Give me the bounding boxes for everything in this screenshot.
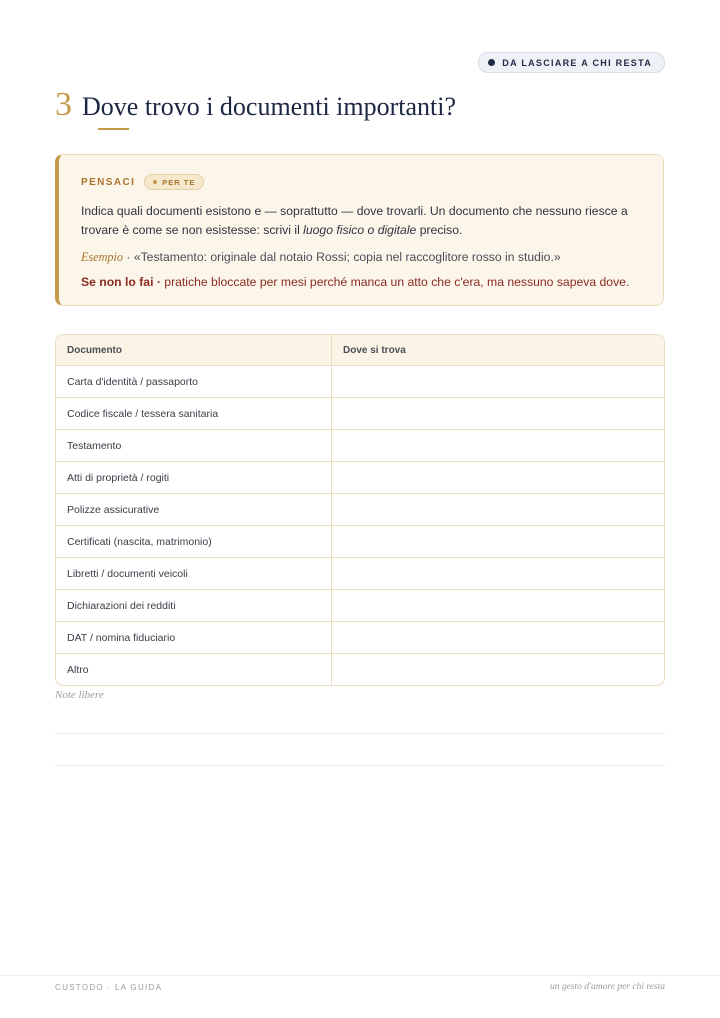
document-name-cell: Dichiarazioni dei redditi [56,590,332,621]
document-name-cell: Polizze assicurative [56,494,332,525]
callout-body-emphasis: luogo fisico o digitale [303,223,417,237]
location-input-cell[interactable] [332,398,664,429]
warning-label: Se non lo fai · [81,275,161,289]
think-callout [55,154,664,306]
document-name-cell: Altro [56,654,332,685]
audience-badge [478,52,665,73]
section-heading [55,86,456,124]
column-header-dove: Dove si trova [343,344,406,356]
example-text: · «Testamento: originale dal notaio Rossi; copia nel raccoglitore rosso in studio.» [122,250,561,264]
callout-body-text: Indica quali documenti esistono e — soprattutto — dove trovarli. Un documento che nessuno riesce a trovare è come se non esistesse: scrivi il [81,204,628,237]
for-you-chip [144,174,204,190]
callout-header [81,174,641,190]
notes-writing-line[interactable] [55,733,665,734]
document-name-cell: Carta d'identità / passaporto [56,366,332,397]
section-number: 3 [55,86,72,123]
callout-kicker: PENSACI [81,176,136,188]
table-row [56,557,664,589]
document-name-cell: DAT / nomina fiduciario [56,622,332,653]
title-underline [98,128,129,130]
notes-writing-line[interactable] [55,765,665,766]
page-title: Dove trovo i documenti importanti? [82,92,457,121]
table-row [56,461,664,493]
documents-table [55,334,665,686]
document-name-cell: Certificati (nascita, matrimonio) [56,526,332,557]
location-input-cell[interactable] [332,494,664,525]
location-input-cell[interactable] [332,430,664,461]
location-input-cell[interactable] [332,558,664,589]
bullet-dot-icon [488,59,495,66]
table-row [56,397,664,429]
footer-tagline: un gesto d'amore per chi resta [549,982,665,992]
location-input-cell[interactable] [332,462,664,493]
document-name-cell: Testamento [56,430,332,461]
location-input-cell[interactable] [332,526,664,557]
audience-badge-label: DA LASCIARE A CHI RESTA [502,57,652,68]
table-row [56,365,664,397]
footer-brand: CUSTODO · LA GUIDA [55,983,163,992]
warning-text: pratiche bloccate per mesi perché manca un atto che c'era, ma nessuno sapeva dove. [160,275,630,289]
chip-label: PER TE [162,177,196,187]
callout-warning [81,274,641,291]
chip-dot-icon [153,180,157,184]
table-header-row [56,335,664,365]
location-input-cell[interactable] [332,366,664,397]
table-row [56,653,664,685]
document-name-cell: Codice fiscale / tessera sanitaria [56,398,332,429]
notes-label: Note libere [55,689,104,701]
location-input-cell[interactable] [332,590,664,621]
table-row [56,429,664,461]
callout-body-end: preciso. [416,223,463,237]
column-header-documento: Documento [56,335,332,365]
example-label: Esempio [81,250,123,264]
footer-divider [0,975,720,976]
document-name-cell: Atti di proprietà / rogiti [56,462,332,493]
location-input-cell[interactable] [332,654,664,685]
table-row [56,621,664,653]
table-row [56,525,664,557]
callout-example [81,249,641,266]
document-name-cell: Libretti / documenti veicoli [56,558,332,589]
table-row [56,493,664,525]
callout-body [81,202,641,240]
table-row [56,589,664,621]
location-input-cell[interactable] [332,622,664,653]
